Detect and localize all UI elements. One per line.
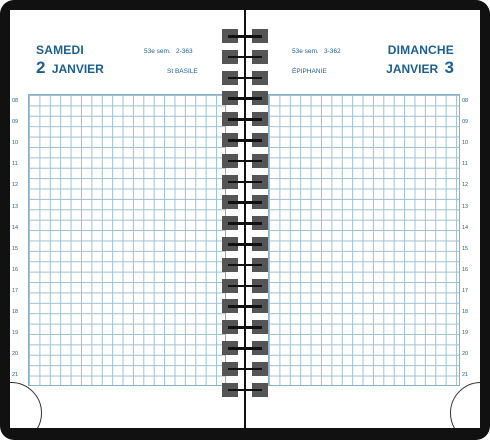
right-hour-label: 15 xyxy=(462,245,469,252)
left-hour-label: 18 xyxy=(12,309,19,315)
right-hour-label: 08 xyxy=(462,98,469,104)
left-hour-label: 13 xyxy=(12,203,19,210)
right-hour-label: 09 xyxy=(462,119,469,126)
spiral-ring xyxy=(222,279,268,293)
spiral-ring xyxy=(222,29,268,43)
spiral-ring xyxy=(222,383,268,397)
right-day-name: DIMANCHE xyxy=(387,43,454,57)
right-date-number: 3 xyxy=(444,58,454,77)
spiral-ring xyxy=(222,362,268,376)
spiral-ring xyxy=(222,237,268,251)
spiral-ring xyxy=(222,50,268,64)
left-date-number: 2 xyxy=(36,58,46,77)
right-saint: ÉPIPHANIE xyxy=(292,68,327,75)
right-hour-label: 18 xyxy=(462,309,469,315)
spiral-ring xyxy=(222,320,268,334)
left-hour-label: 12 xyxy=(12,182,19,189)
right-grid[interactable] xyxy=(268,94,460,386)
spiral-ring xyxy=(222,154,268,168)
left-saint: St BASILE xyxy=(167,68,198,75)
right-day-of-year: 3-362 xyxy=(324,48,341,55)
left-week: 53e sem. xyxy=(144,48,171,55)
spiral-ring xyxy=(222,195,268,209)
right-hour-label: 20 xyxy=(462,351,469,358)
right-hour-label: 17 xyxy=(462,287,469,294)
right-hour-label: 10 xyxy=(462,140,469,147)
right-week: 53e sem. xyxy=(292,48,319,55)
left-day-name: SAMEDI xyxy=(36,43,84,57)
left-grid[interactable] xyxy=(28,94,226,386)
left-page xyxy=(10,10,244,428)
left-hour-label: 17 xyxy=(12,287,19,294)
right-hour-label: 11 xyxy=(462,161,468,168)
right-hour-label: 16 xyxy=(462,266,469,273)
right-hour-label: 12 xyxy=(462,182,469,189)
left-hour-label: 21 xyxy=(12,372,19,379)
left-hour-label: 08 xyxy=(12,98,19,104)
spiral-ring xyxy=(222,175,268,189)
left-day-of-year: 2-363 xyxy=(176,48,193,55)
spiral-ring xyxy=(222,112,268,126)
spiral-ring xyxy=(222,341,268,355)
left-hour-label: 10 xyxy=(12,140,19,147)
left-hour-label: 15 xyxy=(12,245,19,252)
left-month: JANVIER xyxy=(51,62,104,76)
left-hour-label: 20 xyxy=(12,351,19,358)
right-corner-arc xyxy=(450,382,480,428)
spiral-ring xyxy=(222,216,268,230)
left-hour-label: 19 xyxy=(12,330,19,337)
right-hour-label: 21 xyxy=(462,372,469,379)
spiral-ring xyxy=(222,258,268,272)
right-hour-label: 14 xyxy=(462,224,469,231)
left-corner-arc xyxy=(10,382,42,428)
left-date xyxy=(36,58,104,78)
left-hour-label: 16 xyxy=(12,266,19,273)
spiral-ring xyxy=(222,71,268,85)
right-hour-label: 13 xyxy=(462,203,469,210)
right-month: JANVIER xyxy=(386,62,439,76)
spiral-ring xyxy=(222,133,268,147)
right-hour-label: 19 xyxy=(462,330,469,337)
right-page xyxy=(246,10,480,428)
right-date xyxy=(386,58,454,78)
left-hour-label: 11 xyxy=(12,161,18,168)
left-hour-label: 09 xyxy=(12,119,19,126)
spiral-ring xyxy=(222,299,268,313)
spiral-ring xyxy=(222,91,268,105)
left-hour-label: 14 xyxy=(12,224,19,231)
